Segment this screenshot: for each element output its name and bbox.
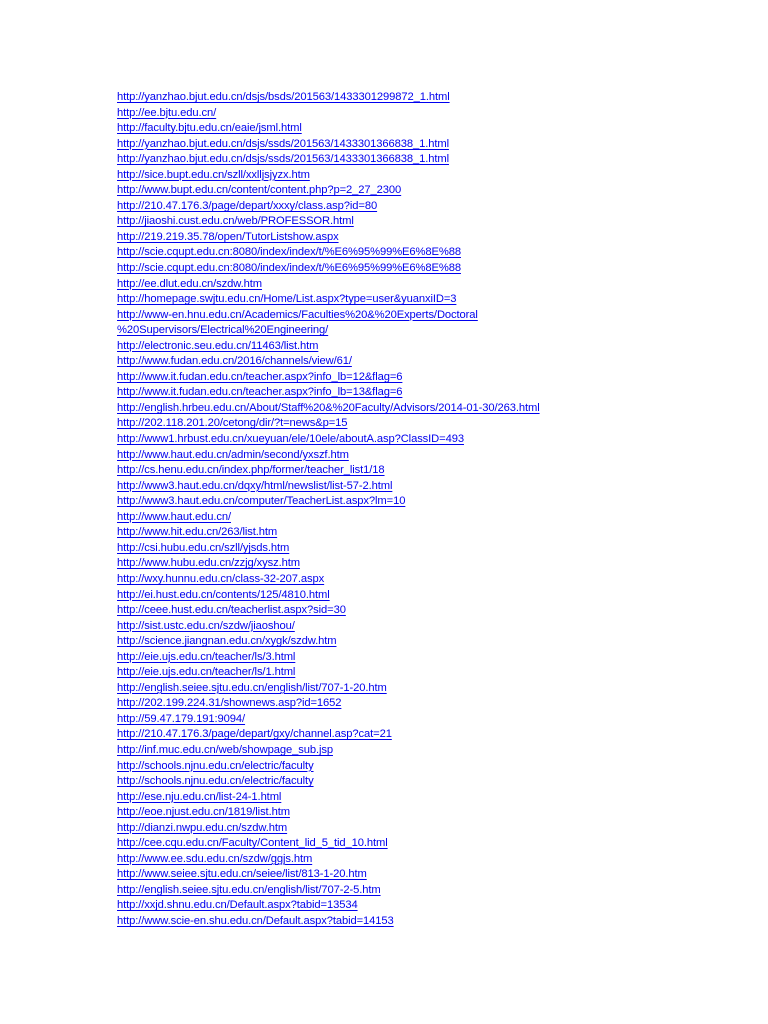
list-item (117, 679, 717, 695)
url-link[interactable]: http://cs.henu.edu.cn/index.php/former/teacher_list1/18 (117, 464, 385, 477)
list-item (117, 243, 717, 259)
url-link[interactable]: http://sist.ustc.edu.cn/szdw/jiaoshou/ (117, 619, 295, 632)
list-item (117, 648, 717, 664)
list-item (117, 150, 717, 166)
url-link[interactable]: http://inf.muc.edu.cn/web/showpage_sub.jsp (117, 743, 333, 756)
url-link[interactable]: http://yanzhao.bjut.edu.cn/dsjs/ssds/201563/1433301366838_1.html (117, 153, 449, 166)
list-item (117, 119, 717, 135)
url-link[interactable]: http://www.hit.edu.cn/263/list.htm (117, 526, 278, 539)
list-item (117, 601, 717, 617)
url-link[interactable]: http://english.seiee.sjtu.edu.cn/english/list/707-1-20.htm (117, 681, 387, 694)
url-link[interactable]: http://www.fudan.edu.cn/2016/channels/view/61/ (117, 355, 352, 368)
list-item (117, 539, 717, 555)
list-item (117, 570, 717, 586)
url-link[interactable]: http://english.seiee.sjtu.edu.cn/english/list/707-2-5.htm (117, 883, 381, 896)
url-link[interactable]: %20Supervisors/Electrical%20Engineering/ (117, 324, 329, 337)
url-link[interactable]: http://jiaoshi.cust.edu.cn/web/PROFESSOR.html (117, 215, 354, 228)
url-link[interactable]: http://electronic.seu.edu.cn/11463/list.htm (117, 339, 319, 352)
list-item (117, 881, 717, 897)
list-item (117, 228, 717, 244)
list-item (117, 477, 717, 493)
url-link[interactable]: http://scie.cqupt.edu.cn:8080/index/index/t/%E6%95%99%E6%8E%88 (117, 262, 461, 275)
list-item (117, 259, 717, 275)
url-link[interactable]: http://202.199.224.31/shownews.asp?id=1652 (117, 697, 342, 710)
list-item (117, 321, 717, 337)
url-link[interactable]: http://ee.bjtu.edu.cn/ (117, 106, 217, 119)
list-item (117, 834, 717, 850)
list-item (117, 757, 717, 773)
list-item (117, 104, 717, 120)
list-item (117, 865, 717, 881)
list-item (117, 212, 717, 228)
url-link[interactable]: http://www.bupt.edu.cn/content/content.php?p=2_27_2300 (117, 184, 402, 197)
url-link[interactable]: http://www.haut.edu.cn/ (117, 510, 231, 523)
url-link[interactable]: http://eoe.njust.edu.cn/1819/list.htm (117, 806, 290, 819)
list-item (117, 523, 717, 539)
list-item (117, 290, 717, 306)
url-link[interactable]: http://eie.ujs.edu.cn/teacher/ls/3.html (117, 650, 296, 663)
list-item (117, 166, 717, 182)
url-link[interactable]: http://www.ee.sdu.edu.cn/szdw/ggjs.htm (117, 852, 313, 865)
url-link[interactable]: http://www1.hrbust.edu.cn/xueyuan/ele/10ele/aboutA.asp?ClassID=493 (117, 433, 464, 446)
list-item (117, 368, 717, 384)
url-link[interactable]: http://219.219.35.78/open/TutorListshow.aspx (117, 230, 339, 243)
list-item (117, 710, 717, 726)
url-link[interactable]: http://xxjd.shnu.edu.cn/Default.aspx?tabid=13534 (117, 899, 358, 912)
list-item (117, 663, 717, 679)
list-item (117, 399, 717, 415)
list-item (117, 275, 717, 291)
url-link[interactable]: http://210.47.176.3/page/depart/gxy/channel.asp?cat=21 (117, 728, 392, 741)
list-item (117, 912, 717, 928)
url-link[interactable]: http://ese.nju.edu.cn/list-24-1.html (117, 790, 282, 803)
list-item (117, 352, 717, 368)
url-link[interactable]: http://english.hrbeu.edu.cn/About/Staff%20&%20Faculty/Advisors/2014-01-30/263.html (117, 401, 540, 414)
url-link[interactable]: http://wxy.hunnu.edu.cn/class-32-207.aspx (117, 572, 325, 585)
list-item (117, 554, 717, 570)
list-item (117, 725, 717, 741)
list-item (117, 414, 717, 430)
list-item (117, 850, 717, 866)
list-item (117, 461, 717, 477)
list-item (117, 383, 717, 399)
url-link[interactable]: http://www-en.hnu.edu.cn/Academics/Faculties%20&%20Experts/Doctoral (117, 308, 478, 321)
list-item (117, 508, 717, 524)
url-link[interactable]: http://sice.bupt.edu.cn/szll/xxlljsjyzx.htm (117, 168, 310, 181)
list-item (117, 492, 717, 508)
url-link[interactable]: http://ee.dlut.edu.cn/szdw.htm (117, 277, 263, 290)
url-link[interactable]: http://ei.hust.edu.cn/contents/125/4810.html (117, 588, 330, 601)
url-link[interactable]: http://scie.cqupt.edu.cn:8080/index/index/t/%E6%95%99%E6%8E%88 (117, 246, 461, 259)
list-item (117, 306, 717, 322)
list-item (117, 135, 717, 151)
url-link[interactable]: http://www.hubu.edu.cn/zzjg/xysz.htm (117, 557, 300, 570)
url-link[interactable]: http://schools.njnu.edu.cn/electric/faculty (117, 759, 314, 772)
url-link[interactable]: http://www3.haut.edu.cn/computer/TeacherList.aspx?lm=10 (117, 495, 406, 508)
list-item (117, 446, 717, 462)
url-link[interactable]: http://ceee.hust.edu.cn/teacherlist.aspx?sid=30 (117, 604, 346, 617)
list-item (117, 694, 717, 710)
list-item (117, 788, 717, 804)
url-link[interactable]: http://59.47.179.191:9094/ (117, 712, 246, 725)
list-item (117, 181, 717, 197)
list-item (117, 197, 717, 213)
list-item (117, 632, 717, 648)
url-link[interactable]: http://www.it.fudan.edu.cn/teacher.aspx?info_lb=12&flag=6 (117, 370, 403, 383)
url-link[interactable]: http://faculty.bjtu.edu.cn/eaie/jsml.html (117, 122, 302, 135)
list-item (117, 819, 717, 835)
url-link[interactable]: http://www3.haut.edu.cn/dqxy/html/newslist/list-57-2.html (117, 479, 393, 492)
url-list (117, 88, 717, 928)
url-link[interactable]: http://www.it.fudan.edu.cn/teacher.aspx?info_lb=13&flag=6 (117, 386, 403, 399)
url-link[interactable]: http://science.jiangnan.edu.cn/xygk/szdw.htm (117, 635, 337, 648)
url-link[interactable]: http://homepage.swjtu.edu.cn/Home/List.aspx?type=user&yuanxiID=3 (117, 293, 457, 306)
list-item (117, 337, 717, 353)
url-link[interactable]: http://eie.ujs.edu.cn/teacher/ls/1.html (117, 666, 296, 679)
list-item (117, 430, 717, 446)
url-link[interactable]: http://cee.cqu.edu.cn/Faculty/Content_lid_5_tid_10.html (117, 837, 388, 850)
url-link[interactable]: http://202.118.201.20/cetong/dir/?t=news&p=15 (117, 417, 348, 430)
list-item (117, 772, 717, 788)
url-link[interactable]: http://schools.njnu.edu.cn/electric/faculty (117, 775, 314, 788)
url-link[interactable]: http://yanzhao.bjut.edu.cn/dsjs/bsds/201563/1433301299872_1.html (117, 91, 450, 103)
url-link[interactable]: http://www.haut.edu.cn/admin/second/yxszf.htm (117, 448, 349, 461)
list-item (117, 803, 717, 819)
url-link[interactable]: http://210.47.176.3/page/depart/xxxy/class.asp?id=80 (117, 199, 378, 212)
list-item (117, 617, 717, 633)
list-item (117, 896, 717, 912)
url-link[interactable]: http://csi.hubu.edu.cn/szll/yjsds.htm (117, 541, 290, 554)
url-link[interactable]: http://dianzi.nwpu.edu.cn/szdw.htm (117, 821, 288, 834)
list-item (117, 88, 717, 104)
url-link[interactable]: http://yanzhao.bjut.edu.cn/dsjs/ssds/201563/1433301366838_1.html (117, 137, 449, 150)
list-item (117, 741, 717, 757)
url-link[interactable]: http://www.seiee.sjtu.edu.cn/seiee/list/813-1-20.htm (117, 868, 367, 881)
list-item (117, 586, 717, 602)
url-link[interactable]: http://www.scie-en.shu.edu.cn/Default.aspx?tabid=14153 (117, 914, 394, 927)
